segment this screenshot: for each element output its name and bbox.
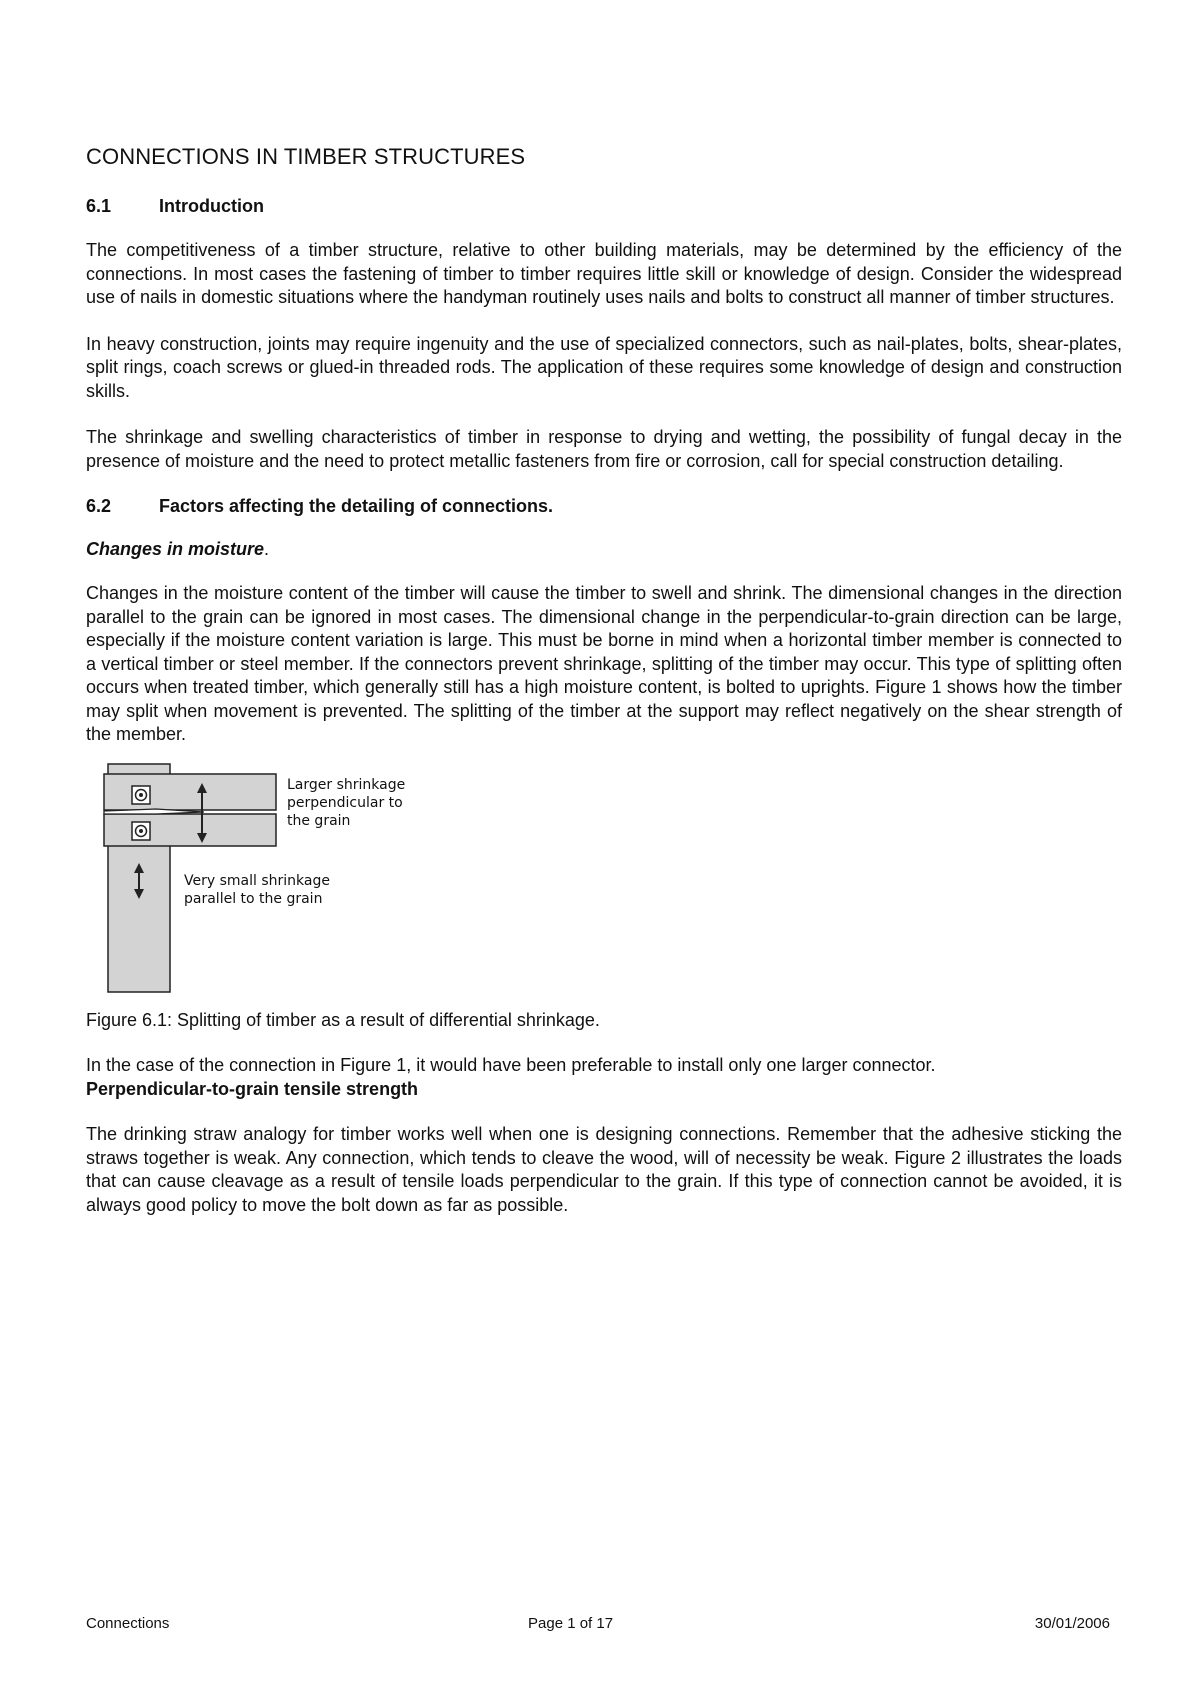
document-title: CONNECTIONS IN TIMBER STRUCTURES	[86, 144, 526, 169]
horizontal-beam-upper	[104, 774, 276, 810]
section-title: Factors affecting the detailing of connections.	[159, 496, 554, 516]
section-heading-factors	[86, 496, 1122, 517]
figure-differential-shrinkage	[86, 762, 416, 994]
subheading-period: .	[264, 539, 270, 559]
bolt-upper	[132, 786, 150, 804]
paragraph-one-larger-connector: In the case of the connection in Figure 1, it would have been preferable to install only one larger connector.	[86, 1054, 936, 1075]
paragraph-shrinkage-swelling: The shrinkage and swelling characteristics of timber in response to drying and wetting, the possibility of fungal decay in the presence of moisture and the need to protect metallic fasteners from fire or corrosion, call for special construction detailing.	[86, 427, 1122, 471]
shrinkage-diagram	[86, 762, 416, 994]
subheading-tensile-strength: Perpendicular-to-grain tensile strength	[86, 1079, 419, 1099]
label-large-shrinkage-line-3: the grain	[287, 812, 351, 829]
figure-caption: Figure 6.1: Splitting of timber as a result of differential shrinkage.	[86, 1009, 600, 1030]
paragraph-moisture-content: Changes in the moisture content of the timber will cause the timber to swell and shrink. The dimensional changes in the direction parallel to the grain can be ignored in most cases. The dimensional change in the perpendicular-to-grain direction can be large, especially if the moisture content variation is large. This must be borne in mind when a horizontal timber member is connected to a vertical timber or steel member. If the connectors prevent shrinkage, splitting of the timber may occur. This type of splitting often occurs when treated timber, which generally still has a high moisture content, is bolted to uprights. Figure 1 shows how the timber may split when movement is prevented. The splitting of the timber at the support may reflect negatively on the shear strength of the member.	[86, 583, 1122, 744]
section-title: Introduction	[159, 196, 264, 216]
footer-document-name: Connections	[86, 1615, 170, 1632]
horizontal-beam-lower	[104, 814, 276, 846]
document-body	[86, 144, 1122, 1240]
label-small-shrinkage-line-2: parallel to the grain	[184, 890, 323, 907]
label-large-shrinkage-line-2: perpendicular to	[287, 794, 403, 811]
bolt-lower	[132, 822, 150, 840]
paragraph-competitiveness: The competitiveness of a timber structure, relative to other building materials, may be determined by the efficiency of the connections. In most cases the fastening of timber to timber requires little skill or knowledge of design. Consider the widespread use of nails in domestic situations where the handyman routinely uses nails and bolts to construct all manner of timber structures.	[86, 240, 1122, 307]
label-small-shrinkage-line-1: Very small shrinkage	[184, 872, 330, 889]
paragraph-heavy-construction: In heavy construction, joints may require ingenuity and the use of specialized connectors, such as nail-plates, bolts, shear-plates, split rings, coach screws or glued-in threaded rods. The application of these requires some knowledge of design and construction skills.	[86, 333, 1122, 401]
paragraph-drinking-straw: The drinking straw analogy for timber works well when one is designing connections. Remember that the adhesive sticking the straws together is weak. Any connection, which tends to cleave the wood, will of necessity be weak. Figure 2 illustrates the loads that can cause cleavage as a result of tensile loads perpendicular to the grain. If this type of connection cannot be avoided, it is always good policy to move the bolt down as far as possible.	[86, 1124, 1122, 1215]
section-heading-introduction	[86, 196, 1122, 217]
footer-page-number: Page 1 of 17	[528, 1615, 614, 1632]
section-number: 6.1	[86, 196, 112, 216]
footer-date: 30/01/2006	[1034, 1615, 1110, 1632]
subheading-changes-in-moisture	[86, 539, 1122, 560]
subheading-text: Changes in moisture	[86, 539, 265, 559]
section-number: 6.2	[86, 496, 112, 516]
label-large-shrinkage-line-1: Larger shrinkage	[287, 776, 406, 793]
